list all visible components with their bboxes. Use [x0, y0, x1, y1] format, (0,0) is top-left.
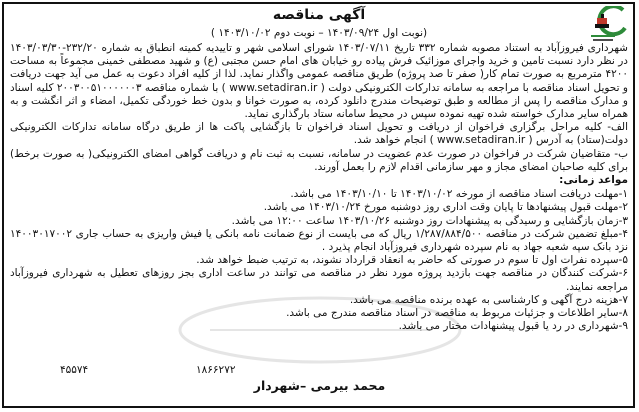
signer-name: محمد بیرمی –شهردار: [253, 378, 386, 393]
schedule-item: ۲-مهلت قبول پیشنهادها تا پایان وقت اداری روز دوشنبه مورخ ۱۴۰۳/۱۰/۲۴ می باشد.: [263, 201, 628, 214]
intro-paragraph: شهرداری فیروزآباد به استناد مصوبه شماره ۳۳۲ تاریخ ۱۴۰۳/۰۷/۱۱ شورای اسلامی شهر و تاییدیه کمیته انطباق به شماره ۲۳۲/۲۰-۱۴۰۳/۰۳/۳۰ در نظر دارد نسبت تامین و خرید واجرای موزائیک فرش پیاده رو خیابان های امام حسن مجتبی (ع) و شهید مصطفی خمینی مجموعاً به مساحت ۴۲۰۰ مترمربع به صورت تمام کار( صفر تا صد پروژه) طریق مناقصه عمومی واگذار نماید. لذا از کلیه افراد دعوت به عمل می آید جهت دریافت و تحویل اسناد مناقصه با مراجعه به سامانه تدارکات الکترونیکی دولت ( www.setadiran.ir ) با شماره مناقصه ۲۰۰۳۰۰۵۱۰۰۰۰۰۰۳ کلیه اسناد و مدارک مناقصه را پس از مطالعه و طبق توضیحات مندرج دانلود کرده، به صورت خوانا و بدون خط خوردگی تکمیل، امضاء و اثر انگشت و به همراه سایر مدارک خواسته شده تهیه نموده سپس در محیط سامانه ستاد بارگذاری نماید.: [10, 42, 628, 121]
clause-be: ب- متقاضیان شرکت در فراخوان در صورت عدم عضویت در سامانه، نسبت به ثبت نام و دریافت گواهی امضای الکترونیکی( به صورت برخط) برای کلیه صاحبان امضای مجاز و مهر سازمانی اقدام لازم را بعمل آورند.: [10, 147, 628, 173]
schedule-item: ۷-هزینه درج آگهی و کارشناسی به عهده برنده مناقصه می باشد.: [349, 293, 628, 306]
schedule-item: ۱-مهلت دریافت اسناد مناقصه از مورخه ۱۴۰۳/۱۰/۰۲ تا ۱۴۰۳/۱۰/۱۰ می باشد.: [290, 188, 628, 201]
clause-alef: الف- کلیه مراحل برگزاری فراخوان از دریافت و تحویل اسناد فراخوان تا بازگشایی پاکت ها از طریق درگاه سامانه تدارکات الکترونیکی دولت(ستاد) به آدرس ( www.setadiran.ir ) انجام خواهد شد.: [10, 121, 628, 147]
schedule-subtitle: مواعد زمانی:: [559, 174, 628, 187]
ad-reference-number: ۱۸۶۶۲۷۲: [196, 364, 236, 376]
ad-code: ۴۵۵۷۴: [60, 364, 89, 376]
tender-notice: [10, 6, 628, 333]
schedule-item: ۸-سایر اطلاعات و جزئیات مربوط به مناقصه در اسناد مناقصه مندرج می باشد.: [286, 307, 628, 320]
notice-dates: (نوبت اول ۱۴۰۳/۰۹/۲۴ – نوبت دوم ۱۴۰۳/۱۰/۰۲ ): [210, 27, 428, 39]
schedule-item: ۳-زمان بازگشایی و رسیدگی به پیشنهادات روز دوشنبه ۱۴۰۳/۱۰/۲۶ ساعت ۱۲:۰۰ می باشد.: [231, 214, 628, 227]
notice-title: آگهی مناقصه: [272, 7, 366, 23]
notice-body: [10, 42, 628, 333]
schedule-item: ۹-شهرداری در رد یا قبول پیشنهادات مختار می باشد.: [398, 320, 628, 333]
schedule-item: ۵-سپرده نفرات اول تا سوم در صورتی که حاضر به انعقاد قرارداد نشوند، به ترتیب ضبط خواهد شد.: [196, 254, 628, 267]
schedule-item: ۶-شرکت کنندگان در مناقصه جهت بازدید پروژه مورد نظر در مناقصه می توانند در ساعت اداری بجز روزهای تعطیل به شهرداری فیروزآباد مراجعه نمایند.: [10, 267, 628, 293]
schedule-item: ۴-مبلغ تضمین شرکت در مناقصه ۱/۲۸۷/۸۸۴/۵۰۰ ریال که می بایست از نوع ضمانت نامه بانکی یا فیش واریزی به حساب جاری ۱۴۰۰۳۰۱۷۰۰۲ نزد بانک سپه شعبه جهاد به نام سپرده شهرداری فیروزآباد انجام پذیرد .: [10, 227, 628, 254]
